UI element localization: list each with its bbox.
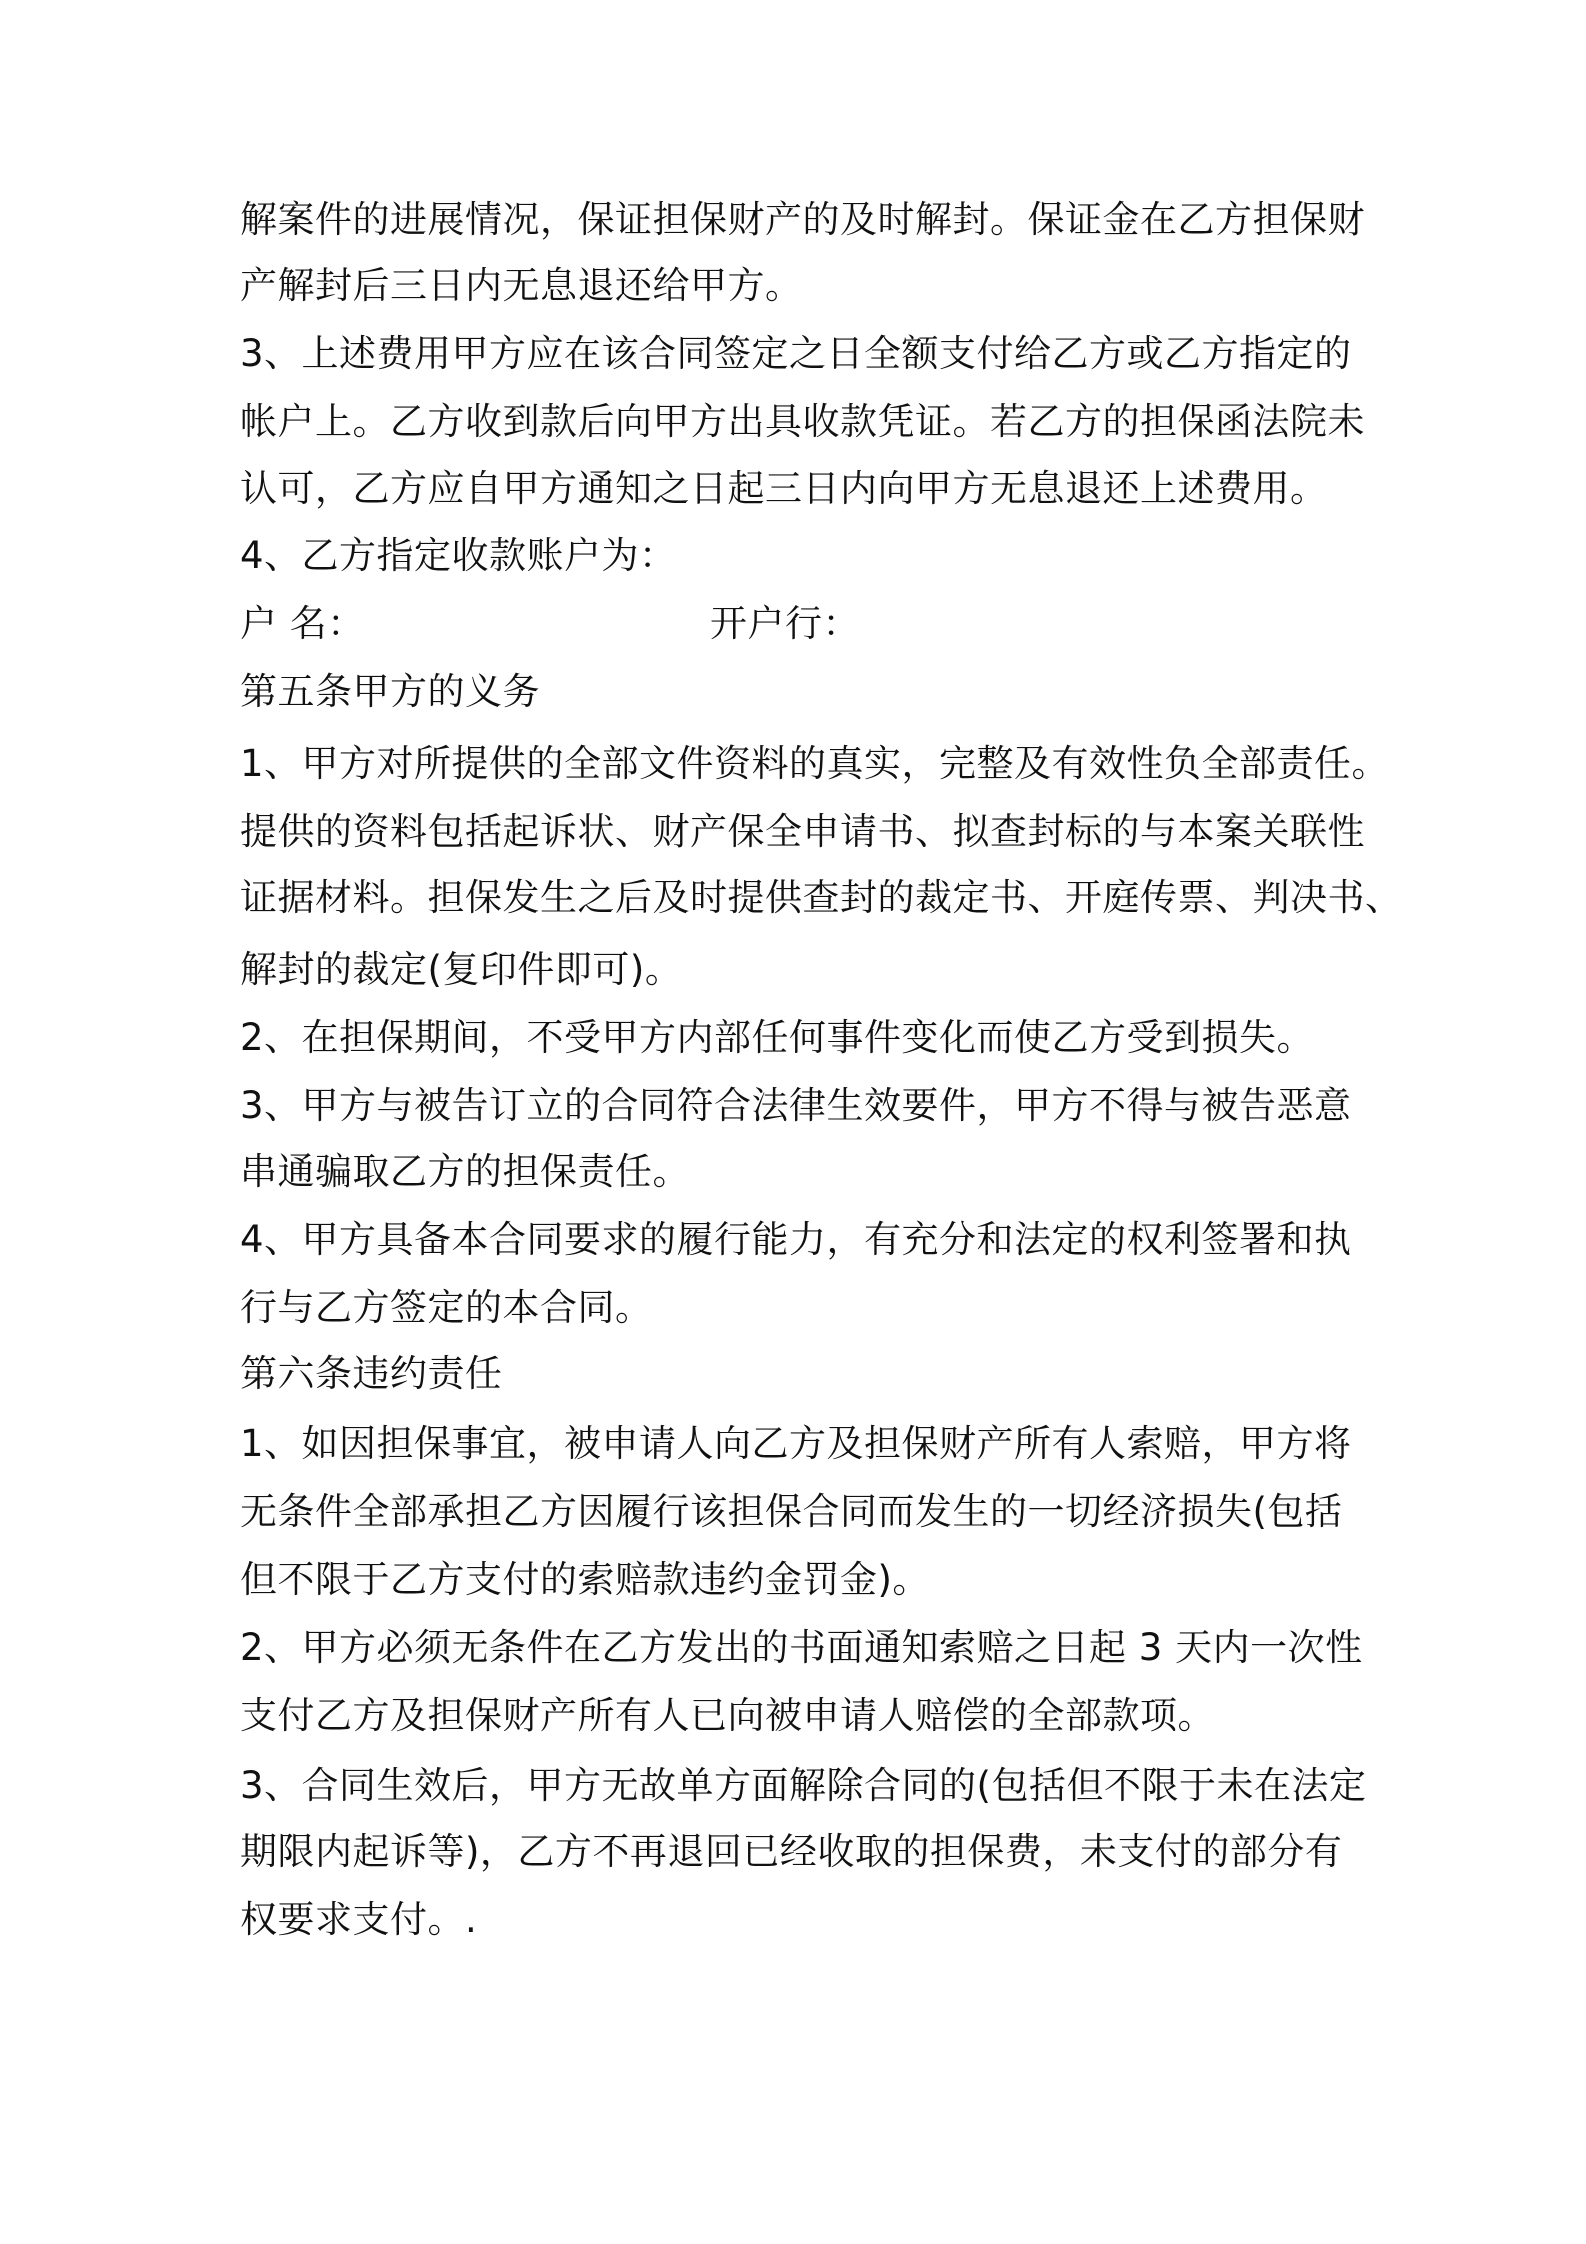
text-line: 支付乙方及担保财产所有人已向被申请人赔偿的全部款项。 (240, 1694, 1215, 1737)
text-line: 3、上述费用甲方应在该合同签定之日全额支付给乙方或乙方指定的 (240, 332, 1352, 375)
text-line: 行与乙方签定的本合同。 (240, 1286, 653, 1329)
text-line: 提供的资料包括起诉状、财产保全申请书、拟查封标的与本案关联性 (240, 810, 1365, 853)
text-line: 权要求支付。. (240, 1898, 478, 1941)
text-line: 2、在担保期间，不受甲方内部任何事件变化而使乙方受到损失。 (240, 1016, 1315, 1059)
text-line: 认可，乙方应自甲方通知之日起三日内向甲方无息退还上述费用。 (240, 467, 1328, 510)
section-heading: 第五条甲方的义务 (240, 670, 540, 713)
bank-label: 开户行： (710, 602, 860, 645)
section-heading: 第六条违约责任 (240, 1352, 503, 1395)
text-line: 但不限于乙方支付的索赔款违约金罚金)。 (240, 1558, 930, 1601)
text-line: 帐户上。乙方收到款后向甲方出具收款凭证。若乙方的担保函法院未 (240, 400, 1365, 443)
text-line: 串通骗取乙方的担保责任。 (240, 1150, 690, 1193)
text-line: 3、合同生效后，甲方无故单方面解除合同的(包括但不限于未在法定 (240, 1764, 1367, 1807)
text-line: 无条件全部承担乙方因履行该担保合同而发生的一切经济损失(包括 (240, 1490, 1343, 1533)
account-info-line (240, 600, 1360, 648)
text-line: 期限内起诉等)，乙方不再退回已经收取的担保费，未支付的部分有 (240, 1830, 1343, 1873)
text-line: 解封的裁定(复印件即可)。 (240, 948, 683, 991)
text-line: 证据材料。担保发生之后及时提供查封的裁定书、开庭传票、判决书、 (240, 876, 1403, 919)
text-line: 1、如因担保事宜，被申请人向乙方及担保财产所有人索赔，甲方将 (240, 1422, 1352, 1465)
text-line: 3、甲方与被告订立的合同符合法律生效要件，甲方不得与被告恶意 (240, 1084, 1352, 1127)
text-line: 4、乙方指定收款账户为： (240, 534, 677, 577)
text-line: 解案件的进展情况，保证担保财产的及时解封。保证金在乙方担保财 (240, 198, 1365, 241)
text-line: 产解封后三日内无息退还给甲方。 (240, 264, 803, 307)
text-line: 1、甲方对所提供的全部文件资料的真实，完整及有效性负全部责任。 (240, 742, 1390, 785)
text-line: 2、甲方必须无条件在乙方发出的书面通知索赔之日起 3 天内一次性 (240, 1626, 1363, 1669)
text-line: 4、甲方具备本合同要求的履行能力，有充分和法定的权利签署和执 (240, 1218, 1352, 1261)
account-name-label: 户 名： (240, 602, 365, 645)
